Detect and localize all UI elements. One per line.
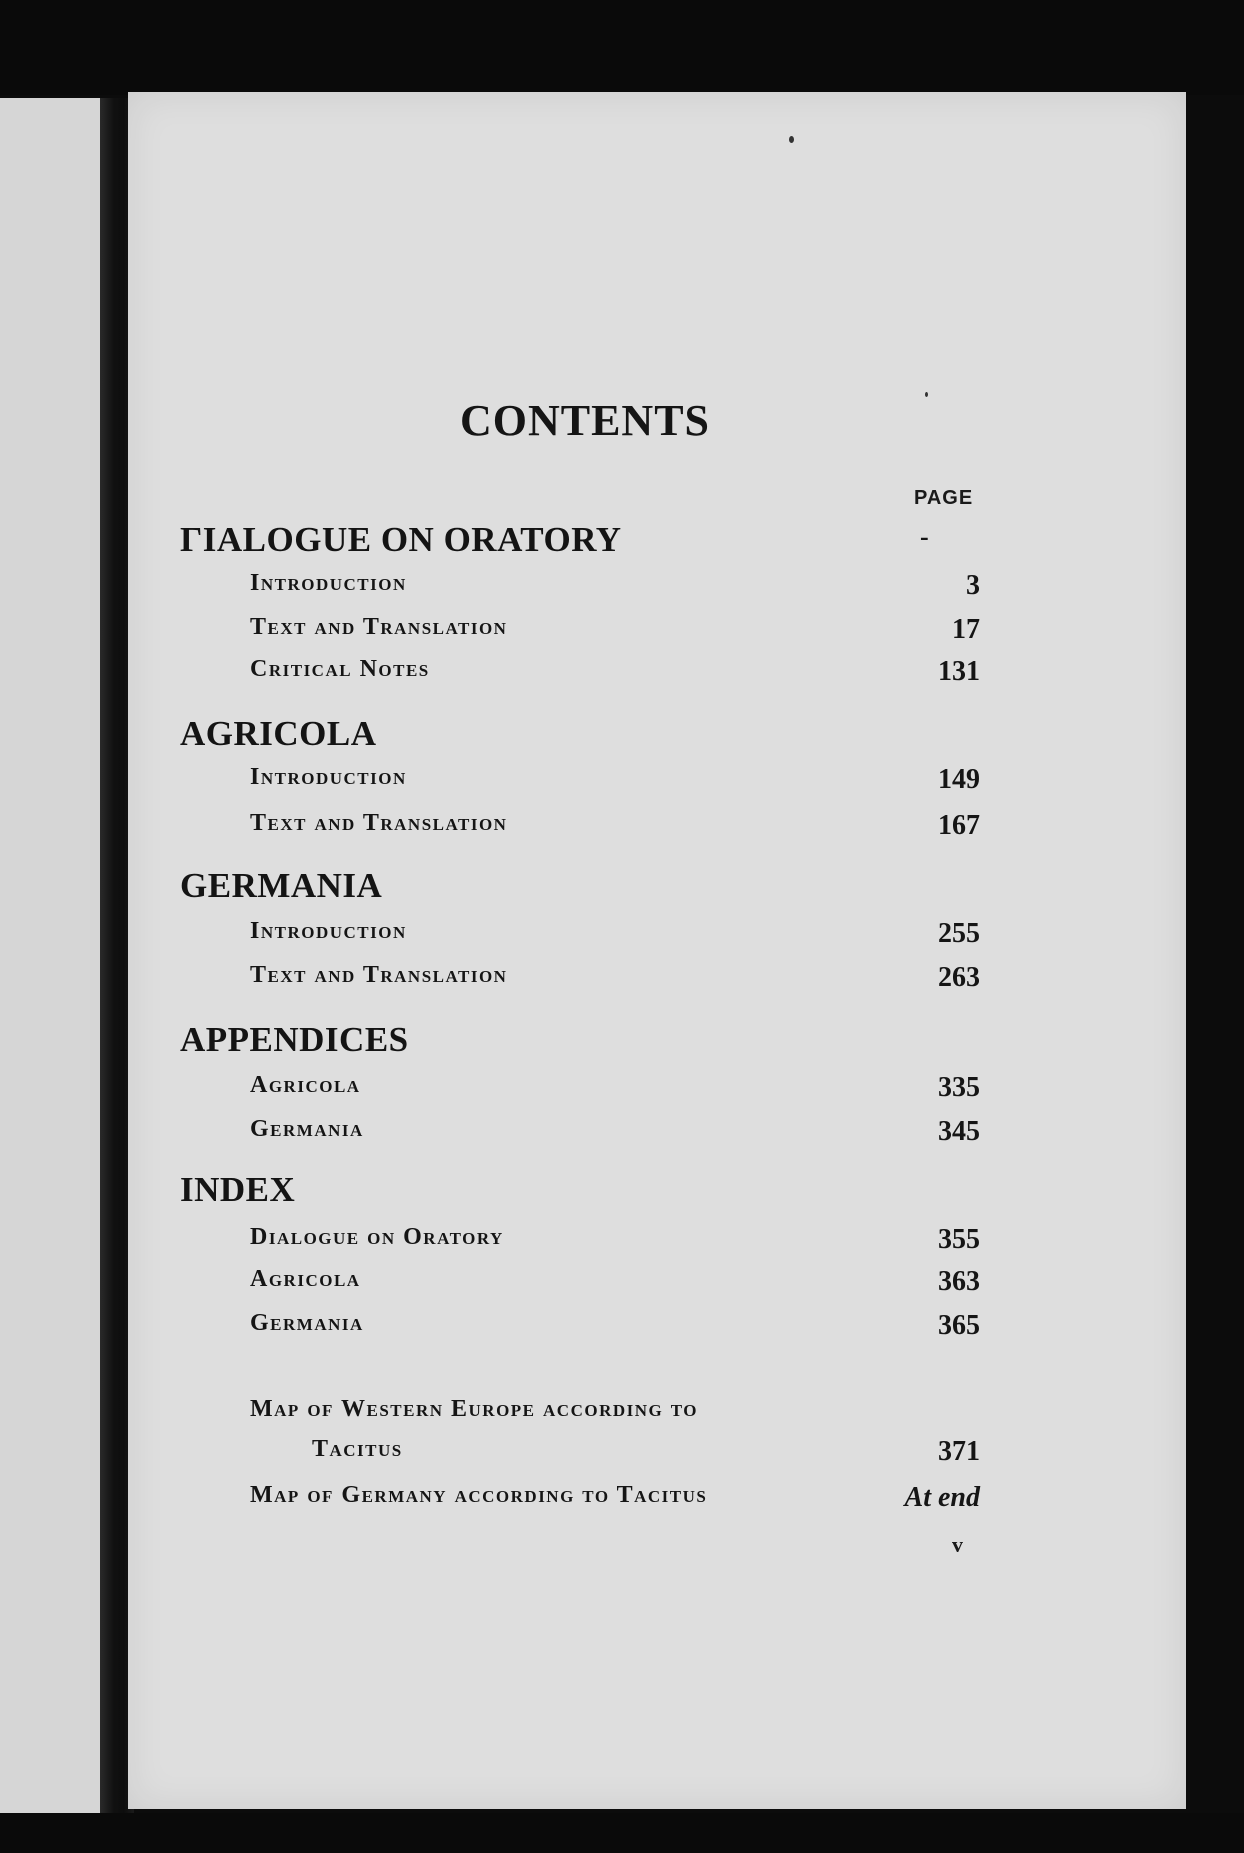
section-heading-appendices: APPENDICES xyxy=(180,1020,409,1059)
toc-entry[interactable] xyxy=(250,764,980,795)
toc-entry-label: Tacitus xyxy=(312,1436,403,1462)
toc-entry-map-europe-cont[interactable] xyxy=(312,1436,980,1467)
toc-entry-page: 365 xyxy=(938,1310,980,1341)
scan-bottom-margin xyxy=(0,1813,1244,1853)
section-heading-index: INDEX xyxy=(180,1170,296,1209)
scan-speck xyxy=(789,136,794,143)
toc-entry-page: 335 xyxy=(938,1072,980,1103)
toc-entry-label: Agricola xyxy=(250,1266,361,1292)
toc-entry-page: 263 xyxy=(938,962,980,993)
toc-entry-label: Introduction xyxy=(250,918,407,944)
toc-entry[interactable] xyxy=(250,1310,980,1341)
toc-entry[interactable] xyxy=(250,570,980,601)
toc-entry[interactable] xyxy=(250,656,980,687)
toc-entry-label: Map of Western Europe according to xyxy=(250,1396,698,1422)
toc-entry[interactable] xyxy=(250,810,980,841)
page-title: CONTENTS xyxy=(459,396,711,445)
toc-entry-label: Map of Germany according to Tacitus xyxy=(250,1482,708,1508)
scan-top-margin xyxy=(0,0,1244,95)
toc-entry-page: 345 xyxy=(938,1116,980,1147)
toc-entry-label: Agricola xyxy=(250,1072,361,1098)
toc-entry-label: Critical Notes xyxy=(250,656,430,682)
toc-entry-label: Introduction xyxy=(250,570,407,596)
toc-entry[interactable] xyxy=(250,1072,980,1103)
section-heading-agricola: AGRICOLA xyxy=(180,714,377,753)
section-heading-dialogue: ГIALOGUE ON ORATORY xyxy=(180,520,622,559)
toc-entry-page: 371 xyxy=(938,1436,980,1467)
toc-entry-page: 355 xyxy=(938,1224,980,1255)
toc-entry-label: Text and Translation xyxy=(250,962,508,988)
toc-entry-page: At end xyxy=(904,1482,980,1513)
toc-entry[interactable] xyxy=(250,918,980,949)
toc-entry-map-germany[interactable] xyxy=(250,1482,980,1513)
toc-entry[interactable] xyxy=(250,1266,980,1297)
toc-entry-label: Text and Translation xyxy=(250,810,508,836)
toc-entry[interactable] xyxy=(250,614,980,645)
section-marker: - xyxy=(920,522,930,551)
toc-entry-page: 3 xyxy=(966,570,980,601)
toc-entry-label: Germania xyxy=(250,1310,364,1336)
toc-entry-page: 363 xyxy=(938,1266,980,1297)
page-column-header: PAGE xyxy=(914,487,974,509)
toc-entry-page: 167 xyxy=(938,810,980,841)
toc-entry[interactable] xyxy=(250,1224,980,1255)
toc-entry[interactable] xyxy=(250,962,980,993)
section-heading-germania: GERMANIA xyxy=(180,866,383,905)
toc-entry-label: Introduction xyxy=(250,764,407,790)
toc-entry-page: 149 xyxy=(938,764,980,795)
toc-entry-page: 17 xyxy=(952,614,980,645)
book-page xyxy=(128,92,1186,1809)
toc-entry-label: Text and Translation xyxy=(250,614,508,640)
toc-entry-label: Dialogue on Oratory xyxy=(250,1224,504,1250)
toc-entry[interactable] xyxy=(250,1116,980,1147)
toc-entry-page: 131 xyxy=(938,656,980,687)
toc-entry-map-europe[interactable] xyxy=(250,1396,980,1423)
toc-entry-label: Germania xyxy=(250,1116,364,1142)
toc-entry-page: 255 xyxy=(938,918,980,949)
page-folio: v xyxy=(952,1532,963,1557)
